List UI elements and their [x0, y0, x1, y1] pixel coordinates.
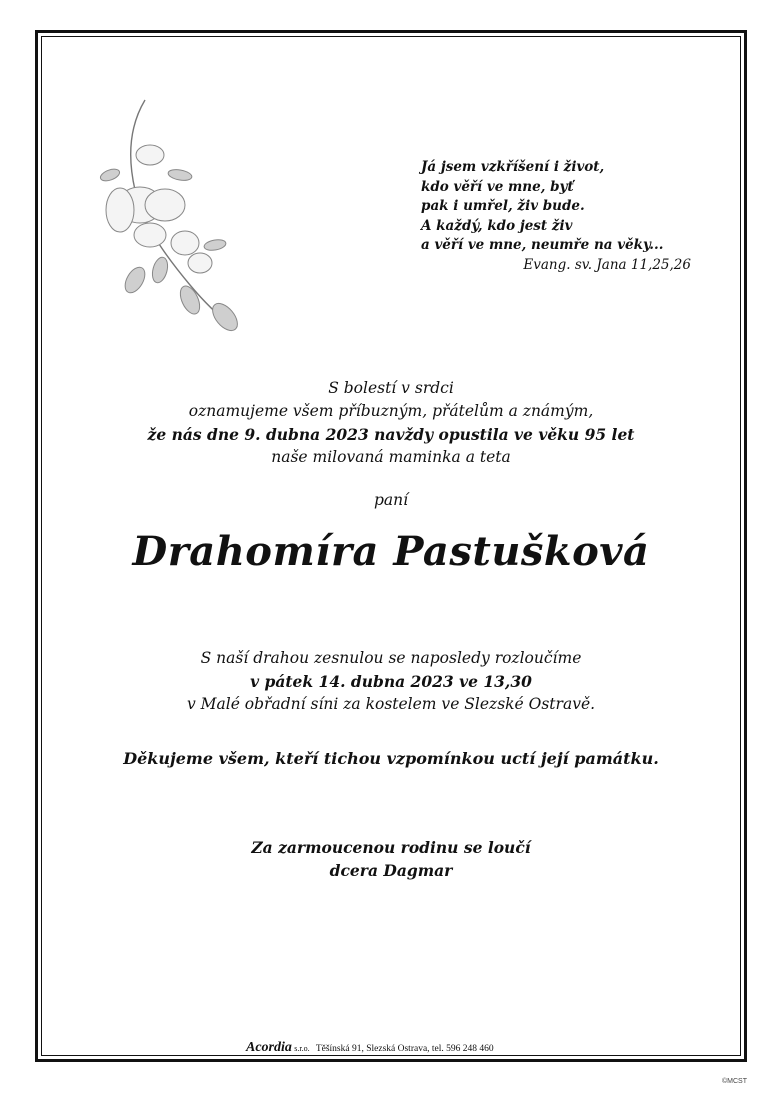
- verse-line: kdo věří ve mne, byť: [421, 178, 574, 195]
- announcement-line: naše milovaná maminka a teta: [271, 448, 511, 466]
- verse-line: A každý, kdo jest živ: [421, 217, 573, 234]
- announcement: [40, 377, 742, 469]
- family-line: dcera Dagmar: [329, 861, 453, 880]
- company-address: Těšínská 91, Slezská Ostrava, tel. 596 248 460: [315, 1044, 494, 1054]
- verse-line: a věří ve mne, neumře na věky...: [421, 237, 664, 253]
- brand-logo: Acordia: [246, 1040, 292, 1055]
- farewell-date-line: v pátek 14. dubna 2023 ve 13,30: [250, 672, 532, 691]
- copyright-mark: ©MCST: [722, 1078, 747, 1085]
- bible-verse: [421, 158, 691, 275]
- announcement-line: S bolestí v srdci: [328, 379, 454, 397]
- verse-source: Evang. sv. Jana 11,25,26: [523, 256, 691, 273]
- verse-line: pak i umřel, živ bude.: [421, 198, 585, 214]
- salutation: paní: [373, 491, 409, 509]
- funeral-service-footer: [246, 1040, 494, 1056]
- deceased-name: Drahomíra Pastušková: [132, 528, 650, 575]
- flower-branch-icon: [95, 95, 245, 340]
- company-suffix: s.r.o.: [294, 1044, 310, 1053]
- farewell-place-line: v Malé obřadní síni za kostelem ve Slezské Ostravě.: [186, 695, 596, 713]
- thanks-text: Děkujeme všem, kteří tichou vzpomínkou uctí její památku.: [123, 749, 659, 768]
- announcement-line: oznamujeme všem příbuzným, přátelům a známým,: [188, 402, 594, 420]
- farewell-line: S naší drahou zesnulou se naposledy rozloučíme: [200, 649, 582, 667]
- farewell-info: [40, 647, 742, 716]
- verse-line: Já jsem vzkříšení i život,: [421, 159, 605, 175]
- family-signature: [40, 836, 742, 882]
- announcement-date-line: že nás dne 9. dubna 2023 navždy opustila ve věku 95 let: [147, 425, 635, 444]
- family-line: Za zarmoucenou rodinu se loučí: [251, 838, 531, 857]
